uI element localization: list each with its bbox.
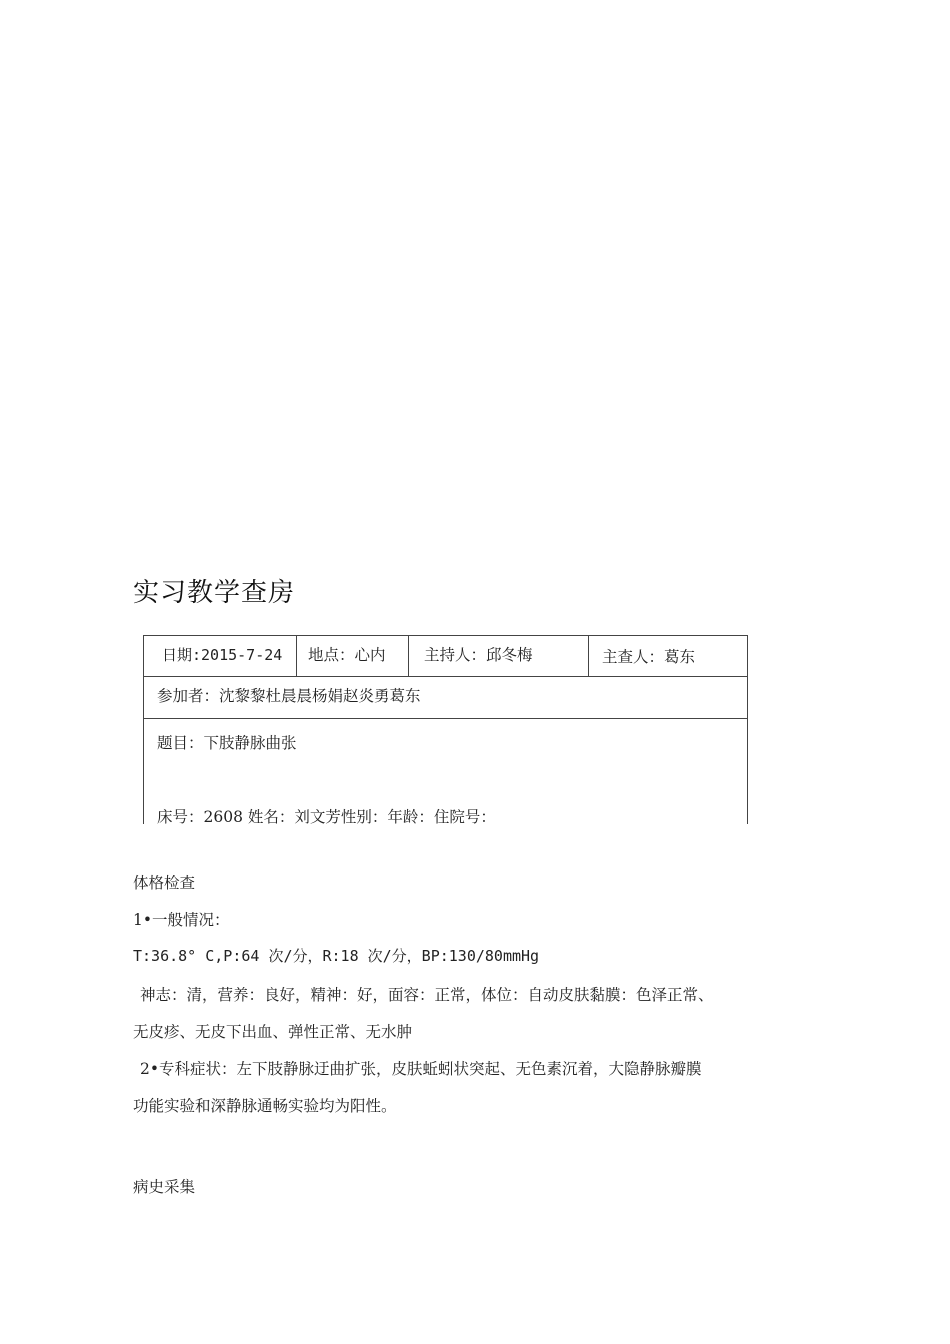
host-cell [408,636,589,676]
specialty-symptoms-line-1: 2•专科症状：左下肢静脉迂曲扩张，皮肤蚯蚓状突起、无色素沉着，大隐静脉瓣膜 [140,1060,702,1078]
general-condition-line-1: 神志：清，营养：良好，精神：好，面容：正常，体位：自动皮肤黏膜：色泽正常、 [140,986,714,1004]
general-condition-heading: 1•一般情况： [133,911,230,929]
host-value: 主持人：邱冬梅 [424,646,533,664]
teaching-round-info-table [143,635,748,824]
date-value: 日期:2015-7-24 [162,646,283,664]
history-collection-heading: 病史采集 [133,1178,196,1196]
participants-value: 参加者：沈黎黎杜晨晨杨娟赵炎勇葛东 [157,687,421,705]
place-cell [296,636,409,676]
general-condition-line-2: 无皮疹、无皮下出血、弹性正常、无水肿 [133,1023,413,1041]
patient-info: 床号：2608 姓名：刘文芳性别：年龄：住院号： [157,808,496,824]
checker-value: 主查人：葛东 [602,648,696,666]
physical-exam-heading: 体格检查 [133,874,196,892]
checker-cell [588,636,746,676]
topic-value: 题目：下肢静脉曲张 [157,734,297,752]
specialty-symptoms-line-2: 功能实验和深静脉通畅实验均为阳性。 [133,1097,397,1115]
page-title: 实习教学查房 [133,578,296,608]
participants-row [144,676,747,719]
vital-signs: T:36.8° C,P:64 次/分，R:18 次/分，BP:130/80mmHg [133,947,540,965]
place-value: 地点：心内 [308,646,386,664]
topic-row [144,719,747,824]
date-cell [144,636,297,676]
table-row-header [144,636,747,677]
